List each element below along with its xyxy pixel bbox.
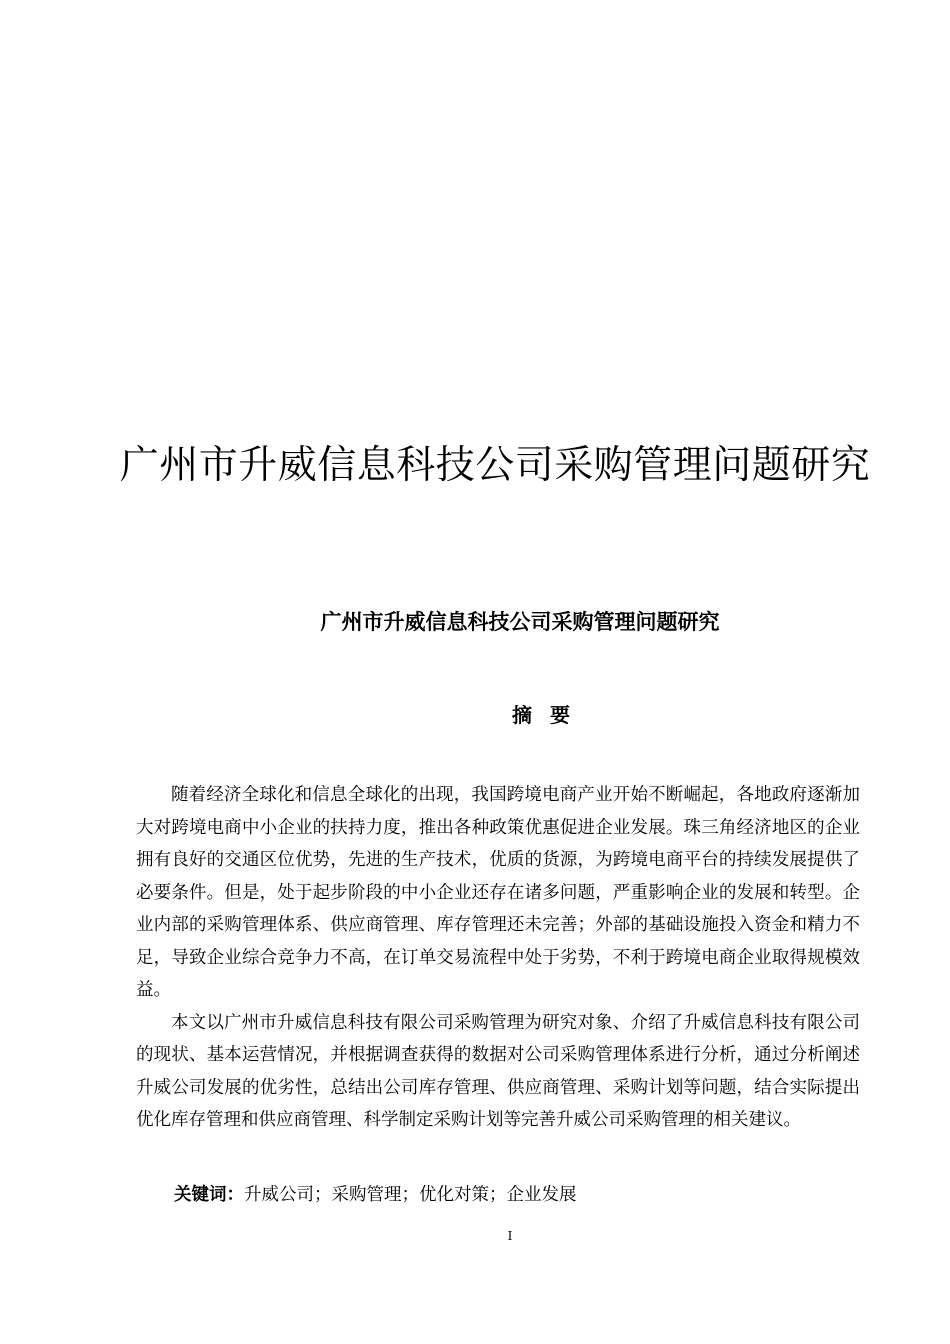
main-title: 广州市升威信息科技公司采购管理问题研究 xyxy=(119,443,871,488)
keywords-value: 升威公司；采购管理；优化对策；企业发展 xyxy=(244,1185,577,1205)
page-number: I xyxy=(507,1229,513,1243)
keywords-label: 关键词： xyxy=(174,1185,244,1205)
abstract-paragraph: 本文以广州市升威信息科技有限公司采购管理为研究对象、介绍了升威信息科技有限公司的现状、基本运营情况，并根据调查获得的数据对公司采购管理体系进行分析，通过分析阐述升威公司发展的优劣性，总结出公司库存管理、供应商管理、采购计划等问题，结合实际提出优化库存管理和供应商管理、科学制定采购计划等完善升威公司采购管理的相关建议。 xyxy=(136,1012,860,1130)
keywords-line xyxy=(174,1180,577,1210)
abstract-paragraph: 随着经济全球化和信息全球化的出现，我国跨境电商产业开始不断崛起，各地政府逐渐加大对跨境电商中小企业的扶持力度，推出各种政策优惠促进企业发展。珠三角经济地区的企业拥有良好的交通区位优势，先进的生产技术，优质的货源，为跨境电商平台的持续发展提供了必要条件。但是，处于起步阶段的中小企业还存在诸多问题，严重影响企业的发展和转型。企业内部的采购管理体系、供应商管理、库存管理还未完善；外部的基础设施投入资金和精力不足，导致企业综合竞争力不高，在订单交易流程中处于劣势，不利于跨境电商企业取得规模效益。 xyxy=(136,785,860,1000)
abstract-body xyxy=(136,779,860,1137)
subtitle: 广州市升威信息科技公司采购管理问题研究 xyxy=(320,610,720,634)
abstract-heading: 摘要 xyxy=(512,703,588,727)
